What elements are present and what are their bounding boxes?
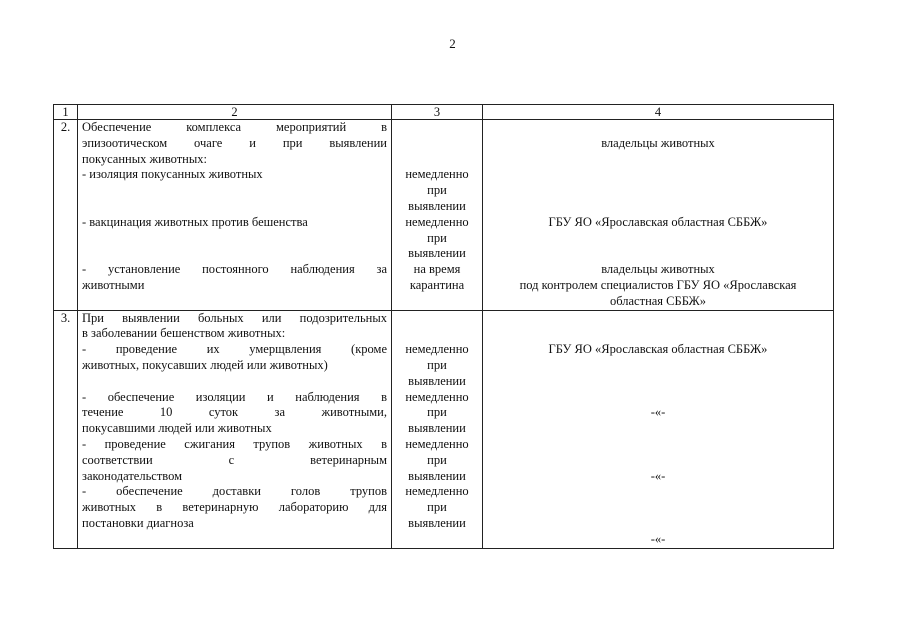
ditto-mark: -«- — [650, 468, 666, 483]
text-line: - проведение их умерщвления (кроме — [82, 342, 387, 357]
text-line: карантина — [409, 277, 465, 292]
text-line: животных в ветеринарную лабораторию для — [82, 500, 387, 515]
table-row-3 — [54, 310, 834, 548]
header-cell-3: 3 — [392, 105, 483, 120]
text-line: животными — [82, 277, 145, 292]
row-number: 2. — [54, 120, 78, 311]
text-line: выявлении — [408, 515, 466, 530]
text-line: немедленно — [405, 484, 469, 499]
text-line: соответствии с ветеринарным — [82, 452, 387, 467]
row-number: 3. — [54, 310, 78, 548]
text-line: постановки диагноза — [82, 515, 194, 530]
text-line: - обеспечение изоляции и наблюдения в — [82, 389, 387, 404]
header-cell-2: 2 — [78, 105, 392, 120]
text-line: немедленно — [405, 214, 469, 229]
ditto-mark: -«- — [650, 405, 666, 420]
text-line: - проведение сжигания трупов животных в — [82, 436, 387, 451]
text-line: при — [427, 183, 447, 198]
responsible-cell — [483, 310, 834, 548]
text-line: покусавшими людей или животных — [82, 421, 272, 436]
text-line: покусанных животных: — [82, 151, 207, 166]
text-line: выявлении — [408, 246, 466, 261]
text-line: ГБУ ЯО «Ярославская областная СББЖ» — [548, 214, 768, 229]
timing-cell — [392, 310, 483, 548]
timing-cell — [392, 120, 483, 311]
text-line: При выявлении больных или подозрительных — [82, 310, 387, 325]
text-line: владельцы животных — [601, 135, 715, 150]
text-line: при — [427, 452, 447, 467]
text-line: - изоляция покусанных животных — [82, 167, 263, 182]
responsible-cell — [483, 120, 834, 311]
text-line: под контролем специалистов ГБУ ЯО «Ярославская — [519, 277, 797, 292]
text-line: законодательством — [82, 468, 183, 483]
text-line: эпизоотическом очаге и при выявлении — [82, 135, 387, 150]
text-line: в заболевании бешенством животных: — [82, 326, 286, 341]
text-line: выявлении — [408, 468, 466, 483]
text-line: немедленно — [405, 436, 469, 451]
page-number: 2 — [449, 36, 456, 51]
text-line: немедленно — [405, 389, 469, 404]
text-line: Обеспечение комплекса мероприятий в — [82, 120, 387, 134]
text-line: при — [427, 230, 447, 245]
measure-cell — [78, 310, 392, 548]
measures-table — [53, 104, 834, 549]
text-line: - вакцинация животных против бешенства — [82, 214, 308, 229]
text-line: выявлении — [408, 373, 466, 388]
text-line: выявлении — [408, 421, 466, 436]
text-line: - установление постоянного наблюдения за — [82, 262, 387, 277]
text-line: при — [427, 405, 447, 420]
text-line: областная СББЖ» — [609, 293, 707, 308]
text-line: немедленно — [405, 167, 469, 182]
table-row-2 — [54, 120, 834, 311]
text-line: выявлении — [408, 198, 466, 213]
text-line: немедленно — [405, 342, 469, 357]
header-cell-1: 1 — [54, 105, 78, 120]
ditto-mark: -«- — [650, 531, 666, 546]
text-line: - обеспечение доставки голов трупов — [82, 484, 387, 499]
text-line: владельцы животных — [601, 262, 715, 277]
text-line: ГБУ ЯО «Ярославская областная СББЖ» — [548, 342, 768, 357]
text-line: течение 10 суток за животными, — [82, 405, 387, 420]
text-line: при — [427, 500, 447, 515]
text-line: животных, покусавших людей или животных) — [82, 357, 328, 372]
text-line: при — [427, 357, 447, 372]
header-cell-4: 4 — [483, 105, 834, 120]
measure-cell — [78, 120, 392, 311]
header-row — [54, 105, 834, 120]
text-line: на время — [413, 262, 461, 277]
